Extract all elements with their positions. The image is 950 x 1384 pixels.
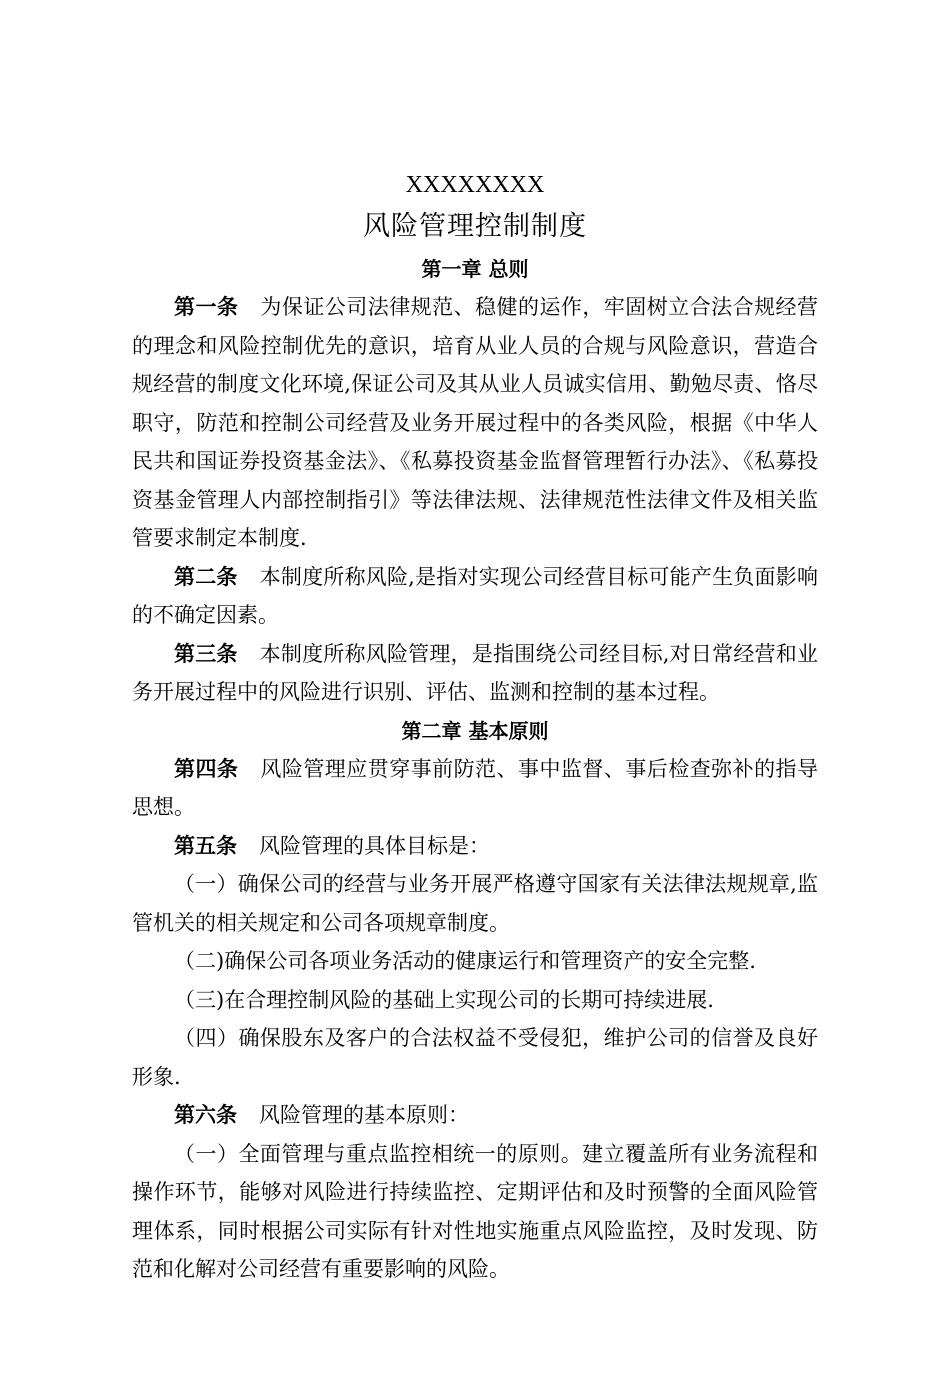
article-label: 第三条 <box>174 640 238 666</box>
article-text: 风险管理的基本原则： <box>259 1103 469 1127</box>
article-label: 第五条 <box>174 832 237 858</box>
article-text: 风险管理应贯穿事前防范、事中监督、事后检查弥补的指导思想。 <box>132 756 819 819</box>
article-text: 本制度所称风险管理，是指围绕公司经目标,对日常经营和业务开展过程中的风险进行识别、评估、监测和控制的基本过程。 <box>132 641 818 704</box>
company-name: XXXXXXXX <box>405 172 545 198</box>
article-text: 为保证公司法律规范、稳健的运作，牢固树立合法合规经营的理念和风险控制优先的意识，培育从业人员的合规与风险意识，营造合规经营的制度文化环境,保证公司及其从业人员诚实信用、勤勉尽责、恪尽职守，防范和控制公司经营及业务开展过程中的各类风险，根据《中华人民共和国证券投资基金法》、《私募投资基金监督管理暂行办法》、《私募投资基金管理人内部控制指引》等法律法规、法律规范性法律文件及相关监管要求制定本制度. <box>132 295 819 550</box>
article-6 <box>132 1096 818 1135</box>
article-1 <box>132 288 818 558</box>
article-text: 风险管理的具体目标是： <box>259 833 490 858</box>
article-5-item-2: （二)确保公司各项业务活动的健康运行和管理资产的安全完整. <box>174 949 756 973</box>
article-2 <box>132 558 818 635</box>
article-text: 本制度所称风险,是指对实现公司经营目标可能产生负面影响的不确定因素。 <box>132 564 818 627</box>
article-label: 第四条 <box>174 755 239 781</box>
document-page <box>132 166 818 1289</box>
document-title: 风险管理控制制度 <box>363 211 587 242</box>
chapter-heading-2: 第二章 基本原则 <box>401 718 549 743</box>
article-label: 第一条 <box>174 294 239 319</box>
article-5-item-1: （一）确保公司的经营与业务开展严格遵守国家有关法律法规规章,监管机关的相关规定和公司各项规章制度。 <box>132 872 818 935</box>
article-5 <box>132 827 818 866</box>
article-label: 第六条 <box>174 1102 237 1127</box>
article-4 <box>132 750 818 827</box>
chapter-heading-1: 第一章 总则 <box>421 257 529 281</box>
article-3 <box>132 635 818 712</box>
article-5-item-4: （四）确保股东及客户的合法权益不受侵犯，维护公司的信誉及良好形象. <box>132 1026 818 1089</box>
article-5-item-3: （三)在合理控制风险的基础上实现公司的长期可持续进展. <box>174 987 714 1012</box>
article-6-item-1: （一）全面管理与重点监控相统一的原则。建立覆盖所有业务流程和操作环节，能够对风险进行持续监控、定期评估和及时预警的全面风险管理体系，同时根据公司实际有针对性地实施重点风险监控，及时发现、防范和化解对公司经营有重要影响的风险。 <box>132 1141 818 1281</box>
article-label: 第二条 <box>174 563 238 589</box>
